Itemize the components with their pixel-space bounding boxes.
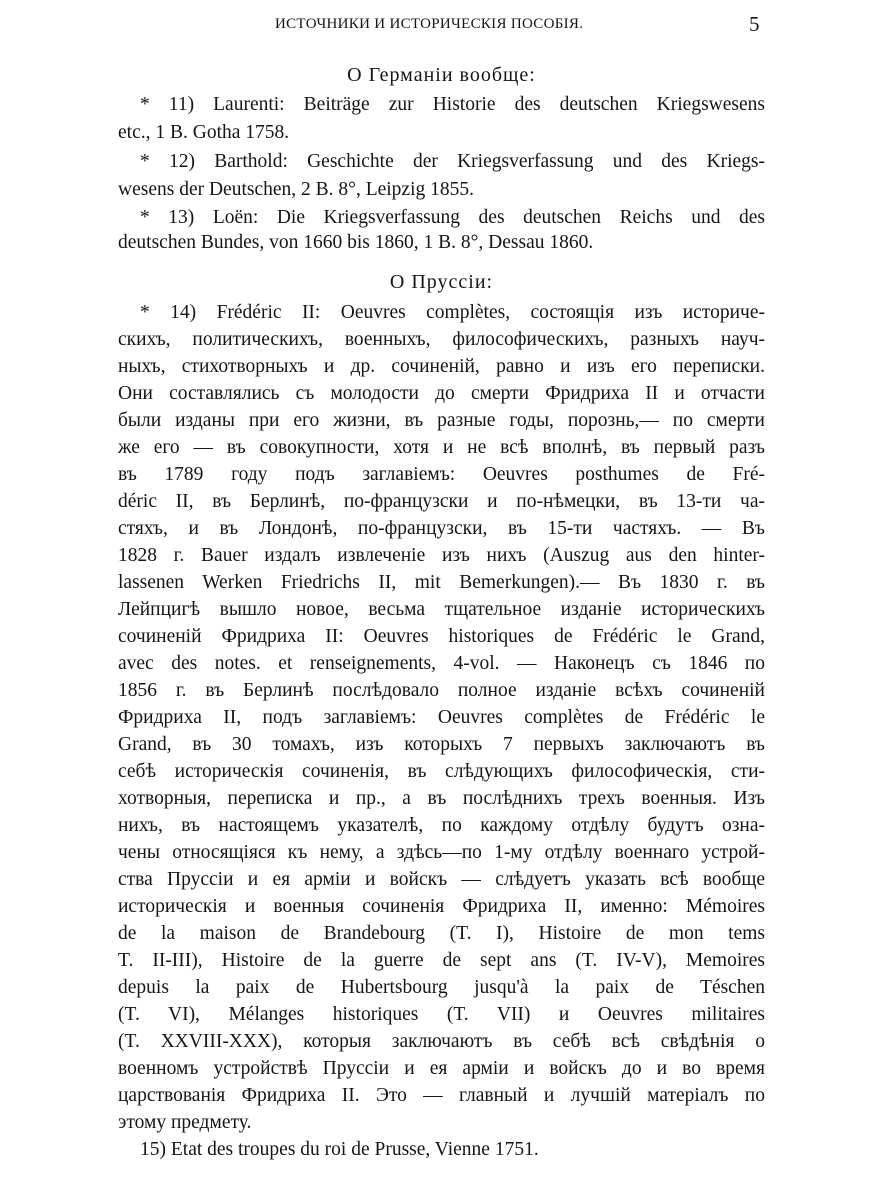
entry-14-line: (T. VI), Mélanges historiques (T. VII) и Oeuvres militaires <box>118 1004 765 1025</box>
entry-14-line: (T. XXVIII-XXX), которыя заключаютъ въ себѣ всѣ свѣдѣнія о <box>118 1031 765 1052</box>
entry-13-line: deutschen Bundes, von 1660 bis 1860, 1 B. 8°, Dessau 1860. <box>118 232 594 253</box>
entry-14-line: T. II-III), Histoire de la guerre de sept ans (T. IV-V), Memoires <box>118 950 765 971</box>
entry-14-line: скихъ, политическихъ, военныхъ, философическихъ, разныхъ науч- <box>118 329 765 350</box>
entry-14-line: царствованія Фридриха II. Это — главный и лучшій матеріалъ по <box>118 1085 765 1106</box>
entry-14-line: сочиненій Фридриха II: Oeuvres historiques de Frédéric le Grand, <box>118 626 765 647</box>
entry-14-line: нихъ, въ настоящемъ указателѣ, по каждому отдѣлу будутъ озна- <box>118 815 765 836</box>
entry-14-line: же его — въ совокупности, хотя и не всѣ вполнѣ, въ первый разъ <box>118 437 765 458</box>
entry-14-line: de la maison de Brandebourg (T. I), Histoire de mon tems <box>118 923 765 944</box>
entry-14-line: depuis la paix de Hubertsbourg jusqu'à la paix de Téschen <box>118 977 765 998</box>
entry-14-line: этому предмету. <box>118 1112 252 1133</box>
entry-14-line: Лейпцигѣ вышло новое, весьма тщательное изданіе историческихъ <box>118 599 765 620</box>
entry-14-line: чены относящіяся къ нему, а здѣсь—по 1-му отдѣлу военнаго устрой- <box>118 842 765 863</box>
entry-14-line: Они составлялись съ молодости до смерти Фридриха II и отчасти <box>118 383 765 404</box>
entry-14-line: ства Пруссіи и ея арміи и войскъ — слѣдуетъ указать всѣ вообще <box>118 869 765 890</box>
entry-14-line: 1828 г. Bauer издалъ извлеченіе изъ нихъ (Auszug aus den hinter- <box>118 545 765 566</box>
entry-14-line: себѣ историческія сочиненія, въ слѣдующихъ философическія, сти- <box>118 761 765 782</box>
entry-15-line: 15) Etat des troupes du roi de Prusse, Vienne 1751. <box>140 1139 539 1160</box>
entry-14-line: стяхъ, и въ Лондонѣ, по-французски, въ 15-ти частяхъ. — Въ <box>118 518 765 539</box>
entry-14-line: * 14) Frédéric II: Oeuvres complètes, состоящія изъ историче- <box>140 302 765 323</box>
section-heading-germany: О Германіи вообще: <box>347 64 536 86</box>
entry-12-line: wesens der Deutschen, 2 B. 8°, Leipzig 1855. <box>118 179 475 200</box>
entry-14-line: Фридриха II, подъ заглавіемъ: Oeuvres complètes de Frédéric le <box>118 707 765 728</box>
entry-14-line: въ 1789 году подъ заглавіемъ: Oeuvres posthumes de Fré- <box>118 464 765 485</box>
entry-14-line: 1856 г. въ Берлинѣ послѣдовало полное изданіе всѣхъ сочиненій <box>118 680 765 701</box>
entry-14-line: déric II, въ Берлинѣ, по-французски и по-нѣмецки, въ 13-ти ча- <box>118 491 765 512</box>
running-head: ИСТОЧНИКИ И ИСТОРИЧЕСКІЯ ПОСОБІЯ. <box>275 16 584 32</box>
entry-14-line: avec des notes. et renseignements, 4-vol. — Наконецъ съ 1846 по <box>118 653 765 674</box>
entry-14-line: историческія и военныя сочиненія Фридриха II, именно: Mémoires <box>118 896 765 917</box>
entry-14-line: ныхъ, стихотворныхъ и др. сочиненій, равно и изъ его переписки. <box>118 356 765 377</box>
entry-14-line: были изданы при его жизни, въ разные годы, порознь,— по смерти <box>118 410 765 431</box>
section-heading-prussia: О Пруссіи: <box>389 271 494 293</box>
entry-13-line: * 13) Loën: Die Kriegsverfassung des deutschen Reichs und des <box>140 207 765 228</box>
entry-11-line: etc., 1 B. Gotha 1758. <box>118 122 290 143</box>
entry-14-line: военномъ устройствѣ Пруссіи и ея арміи и войскъ до и во время <box>118 1058 765 1079</box>
entry-14-line: lassenen Werken Friedrichs II, mit Bemerkungen).— Въ 1830 г. въ <box>118 572 765 593</box>
entry-11-line: * 11) Laurenti: Beiträge zur Historie des deutschen Kriegswesens <box>140 94 765 115</box>
entry-12-line: * 12) Barthold: Geschichte der Kriegsverfassung und des Kriegs- <box>140 151 765 172</box>
entry-14-line: Grand, въ 30 томахъ, изъ которыхъ 7 первыхъ заключаютъ въ <box>118 734 765 755</box>
entry-14-line: хотворныя, переписка и пр., а въ послѣднихъ трехъ военныя. Изъ <box>118 788 765 809</box>
page-number: 5 <box>749 12 760 36</box>
